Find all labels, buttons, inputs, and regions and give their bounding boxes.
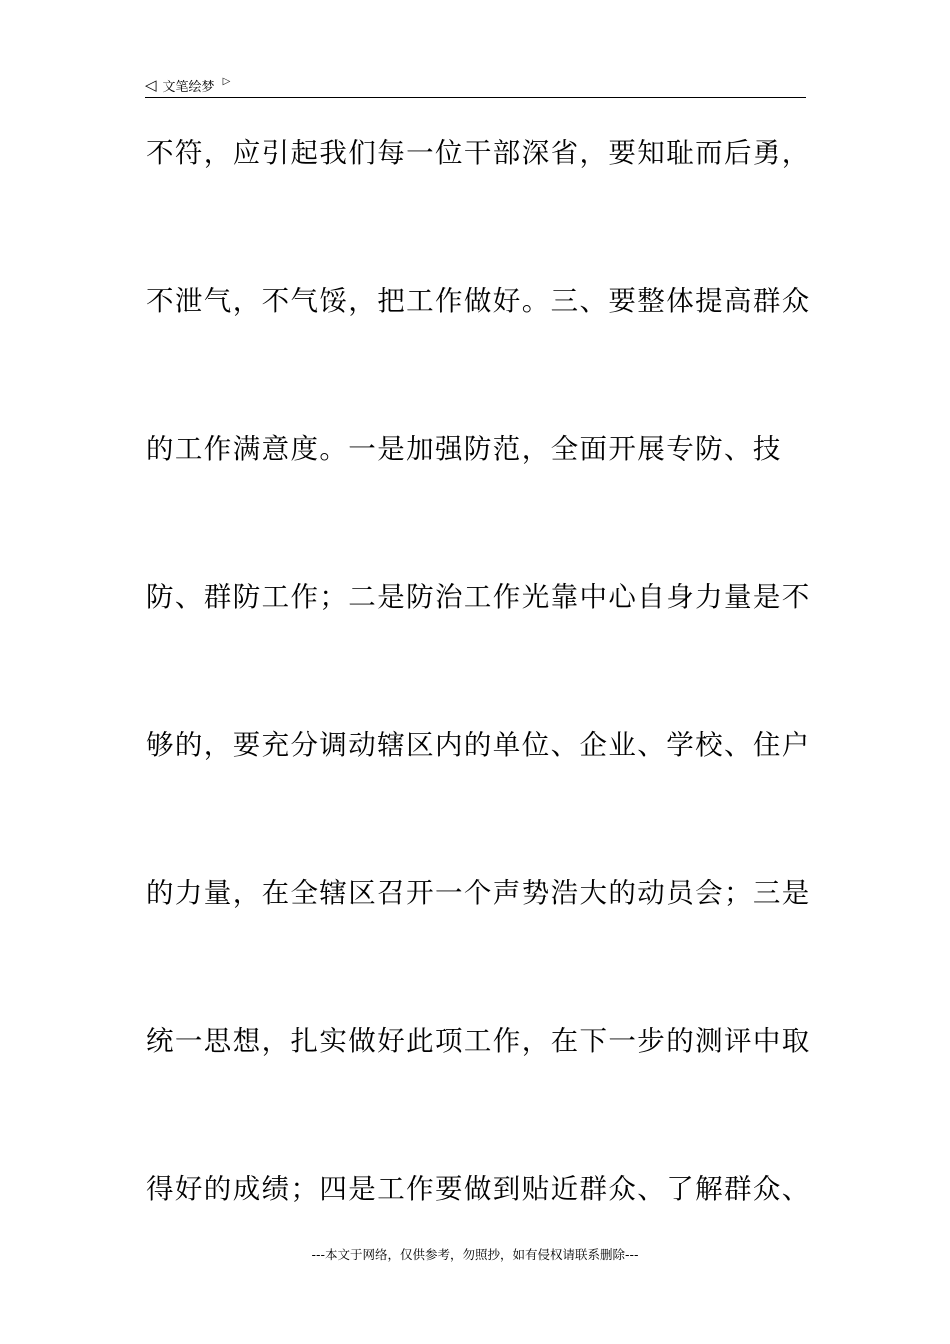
body-line: 的工作满意度。一是加强防范，全面开展专防、技 — [146, 433, 782, 465]
header-title: 文笔绘梦 — [162, 79, 215, 95]
body-line: 不泄气，不气馁，把工作做好。三、要整体提高群众 — [146, 285, 811, 317]
body-line: 不符，应引起我们每一位干部深省，要知耻而后勇， — [146, 137, 811, 169]
header-divider — [145, 97, 806, 98]
document-header — [145, 74, 230, 96]
body-line: 够的，要充分调动辖区内的单位、企业、学校、住户 — [146, 729, 811, 761]
triangle-right-icon: ▷ — [222, 76, 231, 87]
triangle-left-icon: ◁ — [145, 75, 157, 94]
body-line: 防、群防工作；二是防治工作光靠中心自身力量是不 — [146, 581, 811, 613]
body-line: 统一思想，扎实做好此项工作，在下一步的测评中取 — [146, 1025, 811, 1057]
document-body — [146, 131, 816, 1315]
footer-notice: ---本文于网络，仅供参考，勿照抄，如有侵权请联系删除--- — [311, 1247, 639, 1262]
body-line: 得好的成绩；四是工作要做到贴近群众、了解群众、 — [146, 1173, 811, 1205]
body-line: 的力量，在全辖区召开一个声势浩大的动员会；三是 — [146, 877, 811, 909]
